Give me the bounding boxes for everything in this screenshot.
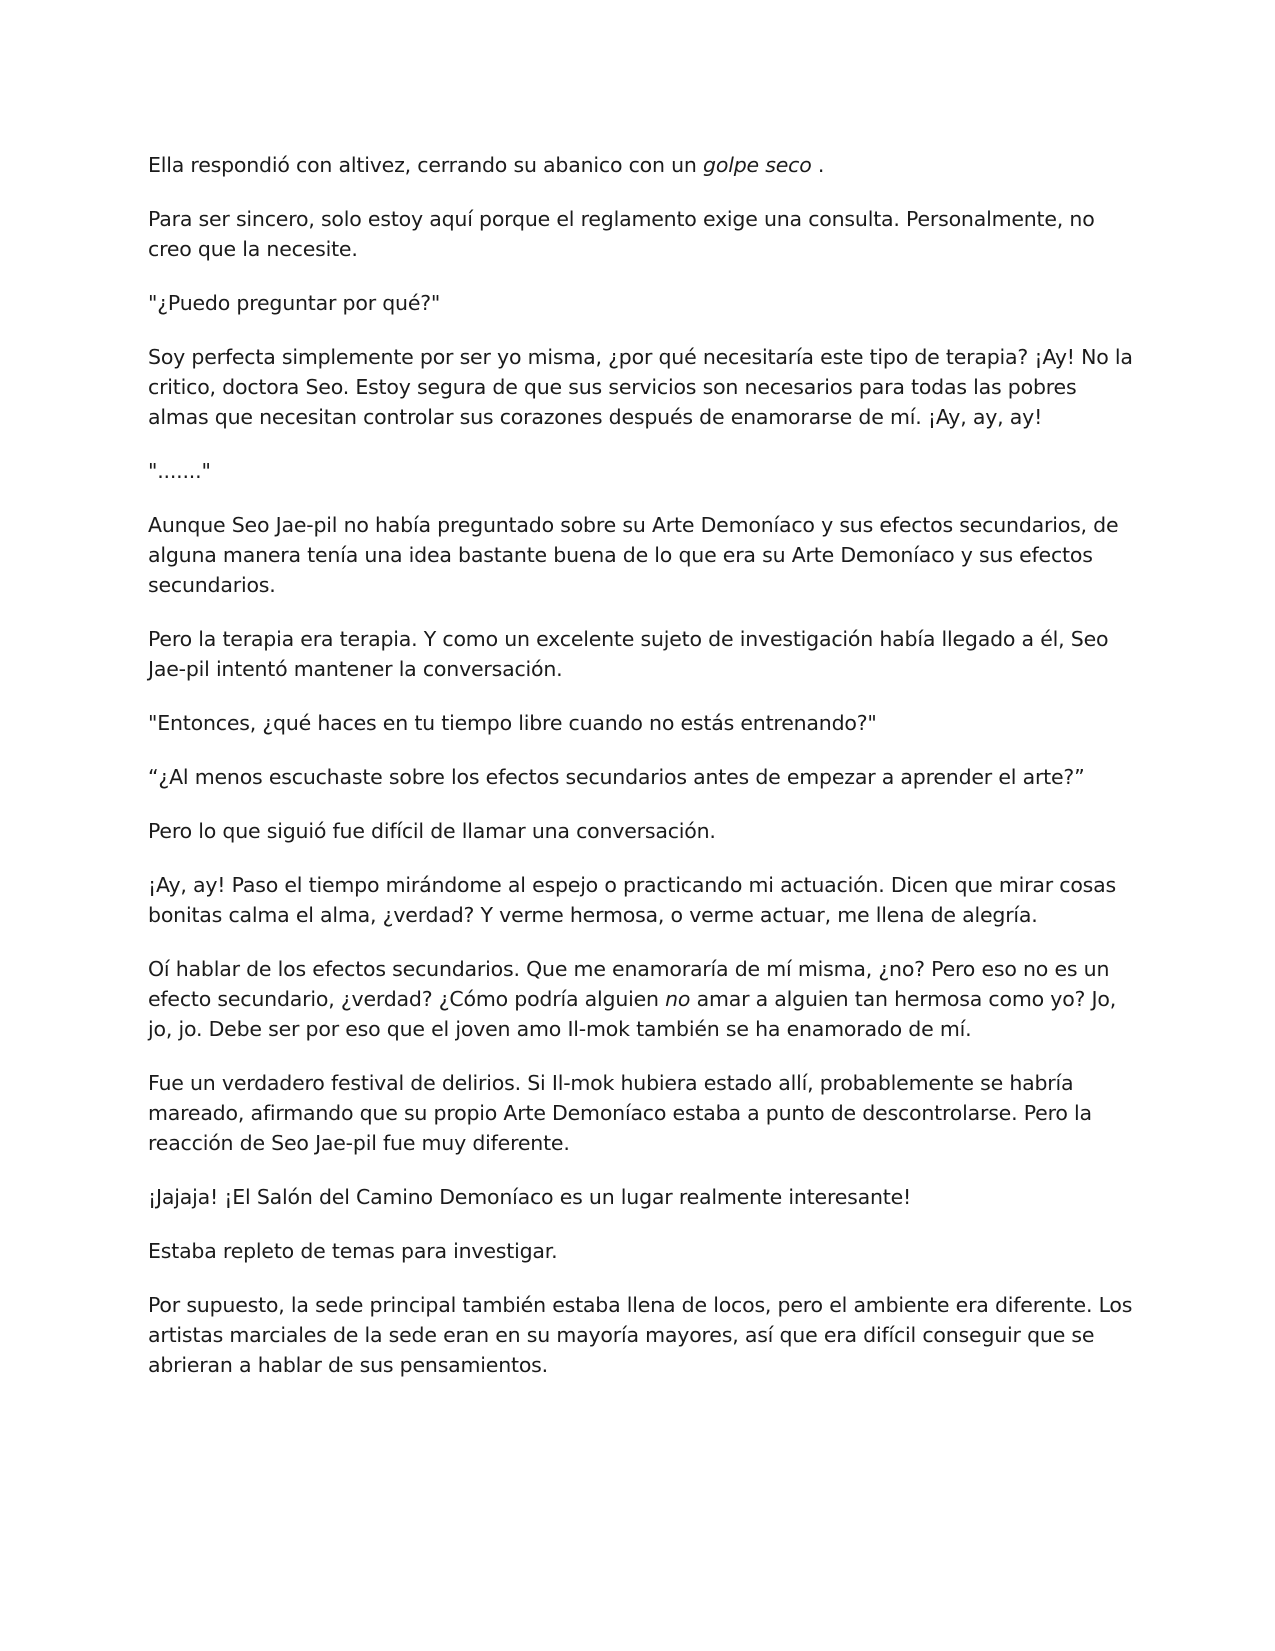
paragraph-9: “¿Al menos escuchaste sobre los efectos secundarios antes de empezar a aprender el arte?” <box>148 765 1085 789</box>
paragraph-2: Para ser sincero, solo estoy aquí porque el reglamento exige una consulta. Personalmente, no creo que la necesite. <box>148 207 1095 261</box>
paragraph-8: "Entonces, ¿qué haces en tu tiempo libre cuando no estás entrenando?" <box>148 711 877 735</box>
paragraph-16: Por supuesto, la sede principal también estaba llena de locos, pero el ambiente era diferente. Los artistas marciales de la sede eran en su mayoría mayores, así que era difícil conseguir que se abrieran a hablar de sus pensamientos. <box>148 1293 1133 1377</box>
paragraph-13: Fue un verdadero festival de delirios. Si Il-mok hubiera estado allí, probablemente se habría mareado, afirmando que su propio Arte Demoníaco estaba a punto de descontrolarse. Pero la reacción de Seo Jae-pil fue muy diferente. <box>148 1071 1092 1155</box>
paragraph-3: "¿Puedo preguntar por qué?" <box>148 291 441 315</box>
paragraph-10: Pero lo que siguió fue difícil de llamar una conversación. <box>148 819 716 843</box>
paragraph-1: Ella respondió con altivez, cerrando su abanico con un golpe seco . <box>148 153 825 177</box>
emphasis-text: no <box>665 987 691 1011</box>
paragraph-6: Aunque Seo Jae-pil no había preguntado sobre su Arte Demoníaco y sus efectos secundarios, de alguna manera tenía una idea bastante buena de lo que era su Arte Demoníaco y sus efectos secundarios. <box>148 513 1119 597</box>
paragraph-7: Pero la terapia era terapia. Y como un excelente sujeto de investigación había llegado a él, Seo Jae-pil intentó mantener la conversación. <box>148 627 1109 681</box>
document-page <box>148 150 1133 1404</box>
paragraph-15: Estaba repleto de temas para investigar. <box>148 1239 558 1263</box>
paragraph-11: ¡Ay, ay! Paso el tiempo mirándome al espejo o practicando mi actuación. Dicen que mirar cosas bonitas calma el alma, ¿verdad? Y verme hermosa, o verme actuar, me llena de alegría. <box>148 873 1116 927</box>
paragraph-5: "......." <box>148 459 211 483</box>
paragraph-12: Oí hablar de los efectos secundarios. Que me enamoraría de mí misma, ¿no? Pero eso no es un efecto secundario, ¿verdad? ¿Cómo podría alguien no amar a alguien tan hermosa como yo? Jo, jo, jo. Debe ser por eso que el joven amo Il-mok también se ha enamorado de mí. <box>148 957 1117 1041</box>
paragraph-14: ¡Jajaja! ¡El Salón del Camino Demoníaco es un lugar realmente interesante! <box>148 1185 912 1209</box>
paragraph-4: Soy perfecta simplemente por ser yo misma, ¿por qué necesitaría este tipo de terapia? ¡Ay! No la critico, doctora Seo. Estoy segura de que sus servicios son necesarios para todas las pobres almas que necesitan controlar sus corazones después de enamorarse de mí. ¡Ay, ay, ay! <box>148 345 1133 429</box>
emphasis-text: golpe seco <box>703 153 812 177</box>
